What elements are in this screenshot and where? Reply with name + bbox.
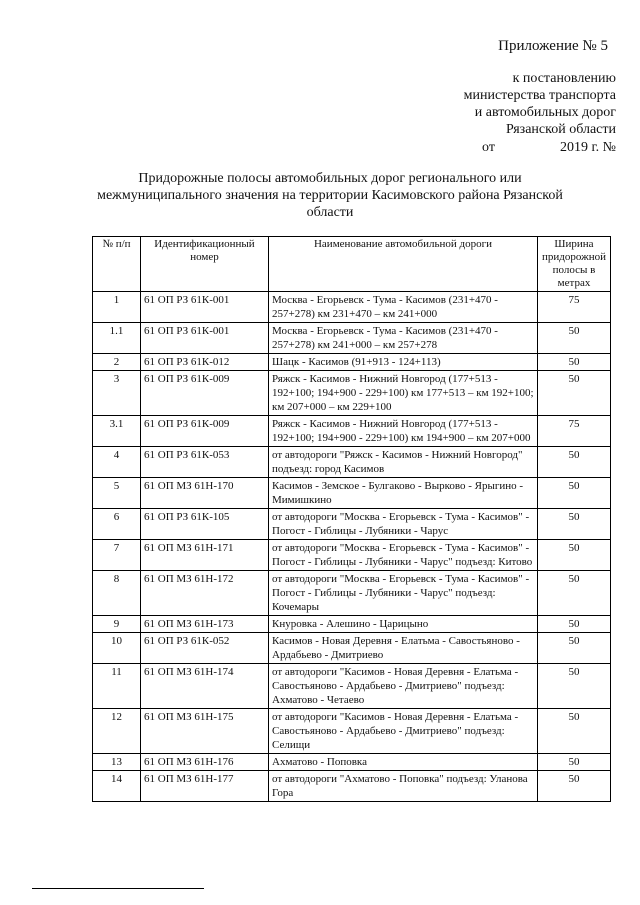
- table-body: [93, 292, 611, 802]
- cell-id: 61 ОП МЗ 61Н-177: [141, 771, 269, 802]
- table-row: [93, 664, 611, 709]
- cell-no: 8: [93, 571, 141, 616]
- cell-width: 50: [538, 478, 611, 509]
- cell-width: 50: [538, 323, 611, 354]
- cell-id: 61 ОП МЗ 61Н-171: [141, 540, 269, 571]
- cell-no: 1.1: [93, 323, 141, 354]
- cell-no: 3.1: [93, 416, 141, 447]
- cell-no: 12: [93, 709, 141, 754]
- date-prefix: от: [482, 140, 495, 155]
- cell-width: 50: [538, 633, 611, 664]
- cell-id: 61 ОП МЗ 61Н-170: [141, 478, 269, 509]
- cell-width: 50: [538, 447, 611, 478]
- cell-width: 50: [538, 354, 611, 371]
- cell-id: 61 ОП МЗ 61Н-173: [141, 616, 269, 633]
- cell-width: 50: [538, 709, 611, 754]
- cell-width: 75: [538, 416, 611, 447]
- cell-name: от автодороги "Касимов - Новая Деревня - Елатьма - Савостьяново - Ардабьево - Дмитриево" подъезд: Ахматово - Четаево: [269, 664, 538, 709]
- table-row: [93, 540, 611, 571]
- cell-id: 61 ОП МЗ 61Н-174: [141, 664, 269, 709]
- cell-no: 11: [93, 664, 141, 709]
- cell-no: 7: [93, 540, 141, 571]
- cell-name: Шацк - Касимов (91+913 - 124+113): [269, 354, 538, 371]
- cell-id: 61 ОП МЗ 61Н-176: [141, 754, 269, 771]
- header-width: Ширина придорожной полосы в метрах: [538, 237, 611, 292]
- cell-name: Москва - Егорьевск - Тума - Касимов (231+470 - 257+278) км 241+000 – км 257+278: [269, 323, 538, 354]
- cell-width: 50: [538, 509, 611, 540]
- table-row: [93, 478, 611, 509]
- cell-id: 61 ОП РЗ 61К-009: [141, 371, 269, 416]
- road-table: [92, 236, 611, 802]
- table-header-row: [93, 237, 611, 292]
- table-row: [93, 354, 611, 371]
- cell-width: 75: [538, 292, 611, 323]
- cell-id: 61 ОП РЗ 61К-001: [141, 292, 269, 323]
- table-row: [93, 633, 611, 664]
- header-id: Идентификационный номер: [141, 237, 269, 292]
- footnote-divider: [32, 888, 204, 889]
- decree-line: к постановлению: [512, 71, 616, 86]
- cell-no: 6: [93, 509, 141, 540]
- decree-date-line: [464, 138, 616, 156]
- table-row: [93, 509, 611, 540]
- header-name: Наименование автомобильной дороги: [269, 237, 538, 292]
- table-row: [93, 571, 611, 616]
- cell-name: от автодороги "Москва - Егорьевск - Тума - Касимов" - Погост - Гиблицы - Лубяники - Чарус" подъезд: Кочемары: [269, 571, 538, 616]
- table-row: [93, 709, 611, 754]
- cell-id: 61 ОП РЗ 61К-001: [141, 323, 269, 354]
- cell-name: от автодороги "Москва - Егорьевск - Тума - Касимов" - Погост - Гиблицы - Лубяники - Чарус: [269, 509, 538, 540]
- cell-name: от автодороги "Касимов - Новая Деревня - Елатьма - Савостьяново - Ардабьево - Дмитриево" подъезд: Селищи: [269, 709, 538, 754]
- table-row: [93, 771, 611, 802]
- document-title: Придорожные полосы автомобильных дорог регионального или межмуниципального значения на территории Касимовского района Рязанской области: [97, 171, 563, 220]
- cell-width: 50: [538, 571, 611, 616]
- cell-no: 5: [93, 478, 141, 509]
- cell-width: 50: [538, 616, 611, 633]
- decree-reference: [464, 70, 616, 156]
- table-row: [93, 323, 611, 354]
- table-row: [93, 292, 611, 323]
- cell-no: 9: [93, 616, 141, 633]
- cell-name: Касимов - Земское - Булгаково - Вырково - Ярыгино - Мимишкино: [269, 478, 538, 509]
- cell-name: Ахматово - Поповка: [269, 754, 538, 771]
- cell-id: 61 ОП РЗ 61К-012: [141, 354, 269, 371]
- date-year: 2019 г. №: [559, 140, 616, 155]
- cell-width: 50: [538, 754, 611, 771]
- cell-width: 50: [538, 664, 611, 709]
- cell-no: 2: [93, 354, 141, 371]
- cell-name: от автодороги "Ряжск - Касимов - Нижний Новгород" подъезд: город Касимов: [269, 447, 538, 478]
- table-row: [93, 416, 611, 447]
- table-row: [93, 371, 611, 416]
- cell-width: 50: [538, 540, 611, 571]
- appendix-number: Приложение № 5: [498, 38, 608, 54]
- decree-line: министерства транспорта: [463, 88, 616, 103]
- cell-width: 50: [538, 371, 611, 416]
- cell-id: 61 ОП РЗ 61К-009: [141, 416, 269, 447]
- cell-no: 1: [93, 292, 141, 323]
- header-no: № п/п: [93, 237, 141, 292]
- cell-name: Ряжск - Касимов - Нижний Новгород (177+513 - 192+100; 194+900 - 229+100) км 177+513 – км 192+100; км 207+000 – км 229+100: [269, 371, 538, 416]
- cell-id: 61 ОП РЗ 61К-105: [141, 509, 269, 540]
- table-row: [93, 447, 611, 478]
- cell-name: от автодороги "Ахматово - Поповка" подъезд: Уланова Гора: [269, 771, 538, 802]
- cell-name: Кнуровка - Алешино - Царицыно: [269, 616, 538, 633]
- cell-no: 10: [93, 633, 141, 664]
- cell-no: 14: [93, 771, 141, 802]
- table-row: [93, 616, 611, 633]
- cell-width: 50: [538, 771, 611, 802]
- cell-id: 61 ОП МЗ 61Н-175: [141, 709, 269, 754]
- cell-no: 4: [93, 447, 141, 478]
- decree-line: и автомобильных дорог: [474, 105, 616, 120]
- cell-name: от автодороги "Москва - Егорьевск - Тума - Касимов" - Погост - Гиблицы - Лубяники - Чарус" подъезд: Китово: [269, 540, 538, 571]
- cell-name: Ряжск - Касимов - Нижний Новгород (177+513 - 192+100; 194+900 - 229+100) км 194+900 – км 207+000: [269, 416, 538, 447]
- table-row: [93, 754, 611, 771]
- cell-name: Москва - Егорьевск - Тума - Касимов (231+470 - 257+278) км 231+470 – км 241+000: [269, 292, 538, 323]
- cell-id: 61 ОП РЗ 61К-053: [141, 447, 269, 478]
- cell-name: Касимов - Новая Деревня - Елатьма - Савостьяново - Ардабьево - Дмитриево: [269, 633, 538, 664]
- cell-no: 3: [93, 371, 141, 416]
- cell-no: 13: [93, 754, 141, 771]
- decree-line: Рязанской области: [505, 122, 616, 137]
- cell-id: 61 ОП МЗ 61Н-172: [141, 571, 269, 616]
- cell-id: 61 ОП РЗ 61К-052: [141, 633, 269, 664]
